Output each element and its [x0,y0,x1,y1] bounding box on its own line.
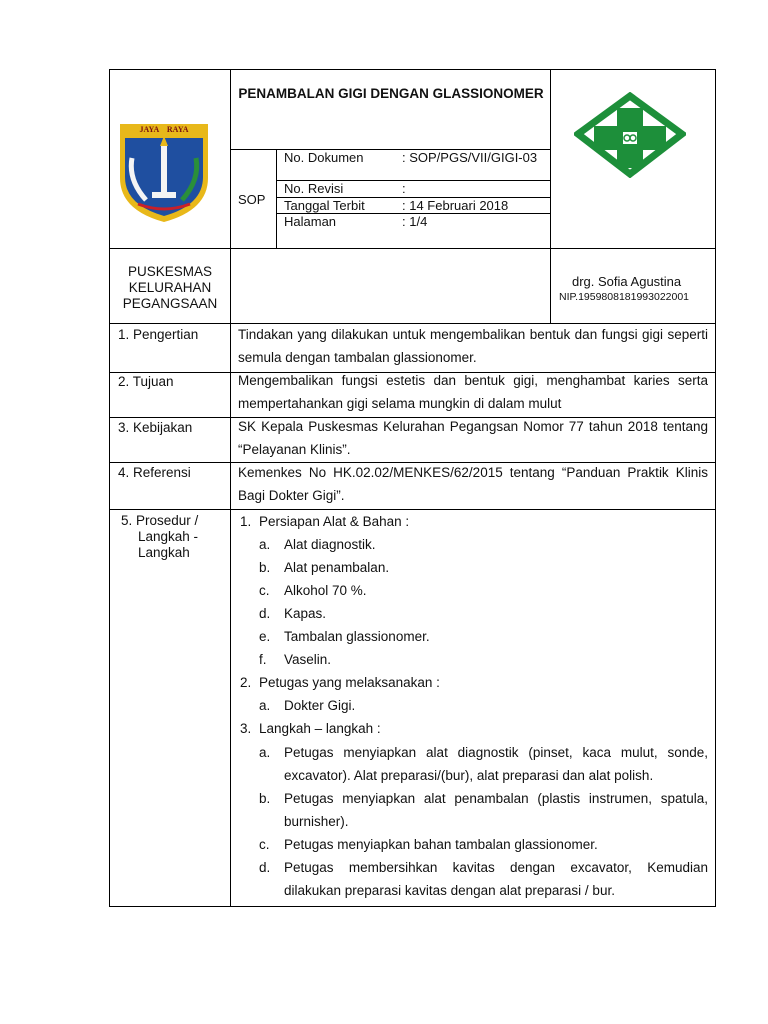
meta-value-dokumen: : SOP/PGS/VII/GIGI-03 [402,150,538,165]
row-text-tujuan: Mengembalikan fungsi estetis dan bentuk gigi, menghambat karies serta mempertahankan gigi selama mungkin di dalam mulut [238,373,708,411]
list-item-text: burnisher). [284,814,349,829]
signer-nip: NIP.195980818199302200​1 [559,291,690,303]
document-title: PENAMBALAN GIGI DENGAN GLASSIONOMER [238,86,544,101]
list-item-text: Kapas. [284,606,327,621]
list-item: c. [259,583,270,598]
list-item-text: Petugas membersihkan kavitas dengan excavator, Kemudian [284,860,708,875]
row-label-prosedur [121,513,198,561]
list-item: d. [259,860,271,875]
list-item-text: Vaselin. [284,652,332,667]
list-item-text: Alat diagnostik. [284,537,376,552]
prosedur-label-line1: 5. Prosedur / [121,513,199,528]
meta-value-halaman: : 1/4 [402,214,428,229]
meta-value-revisi: : [402,181,406,196]
row-text-pengertian: Tindakan yang dilakukan untuk mengembalikan bentuk dan fungsi gigi seperti semula dengan tambalan glassionomer. [238,327,708,365]
list-item-text: Alkohol 70 %. [284,583,367,598]
row-label-pengertian: 1. Pengertian [118,327,199,342]
list-item: d. [259,606,271,621]
row-text-referensi: Kemenkes No HK.02.02/MENKES/62/2015 tentang “Panduan Praktik Klinis Bagi Dokter Gigi”. [238,465,708,503]
list-item-text: Dokter Gigi. [284,698,356,713]
list-item-text: excavator). Alat preparasi/(bur), alat preparasi dan alat polish. [284,768,654,783]
list-item: b. [259,791,271,806]
org-name-line1: PUSKESMAS [127,264,213,279]
list-item-text: Alat penambalan. [284,560,390,575]
row-text-kebijakan: SK Kepala Puskesmas Kelurahan Pegangsan Nomor 77 tahun 2018 tentang “Pelayanan Klinis”. [238,419,708,457]
list-item: b. [259,560,271,575]
prosedur-label-line3: Langkah [138,545,190,560]
emblem-banner-text: JAYA RAYA [139,125,189,134]
section-heading: 3. Langkah – langkah : [240,721,381,736]
org-name-line2: KELURAHAN [128,280,212,295]
list-item: c. [259,837,270,852]
meta-value-tanggal: : 14 Februari 2018 [402,198,509,213]
meta-label-halaman: Halaman [284,214,337,229]
list-item: f. [259,652,267,667]
list-item-text: Petugas menyiapkan alat penambalan (plastis instrumen, spatula, [284,791,708,806]
signer-name: drg. Sofia Agustina [572,274,682,289]
list-item-text: dilakukan preparasi kavitas dengan alat preparasi / bur. [284,883,615,898]
meta-label-revisi: No. Revisi [284,181,344,196]
section-heading: 2. Petugas yang melaksanakan : [240,675,440,690]
prosedur-label-line2: Langkah - [138,529,199,544]
list-item: a. [259,537,271,552]
list-item-text: Petugas menyiapkan alat diagnostik (pinset, kaca mulut, sonde, [284,745,708,760]
row-label-referensi: 4. Referensi [118,465,191,480]
list-item: a. [259,698,271,713]
row-label-kebijakan: 3. Kebijakan [118,420,193,435]
meta-label-dokumen: No. Dokumen [284,150,364,165]
puskesmas-logo [574,92,686,178]
list-item: a. [259,745,271,760]
list-item: e. [259,629,271,644]
org-name-line3: PEGANGSAAN [122,296,218,311]
list-item-text: Petugas menyiapkan bahan tambalan glassionomer. [284,837,598,852]
meta-label-tanggal: Tanggal Terbit [284,198,365,213]
list-item-text: Tambalan glassionomer. [284,629,430,644]
org-name [110,264,230,312]
row-label-tujuan: 2. Tujuan [118,374,174,389]
jakarta-emblem-logo [116,118,212,224]
sop-label: SOP [238,192,266,207]
section-heading: 1. Persiapan Alat & Bahan : [240,514,410,529]
